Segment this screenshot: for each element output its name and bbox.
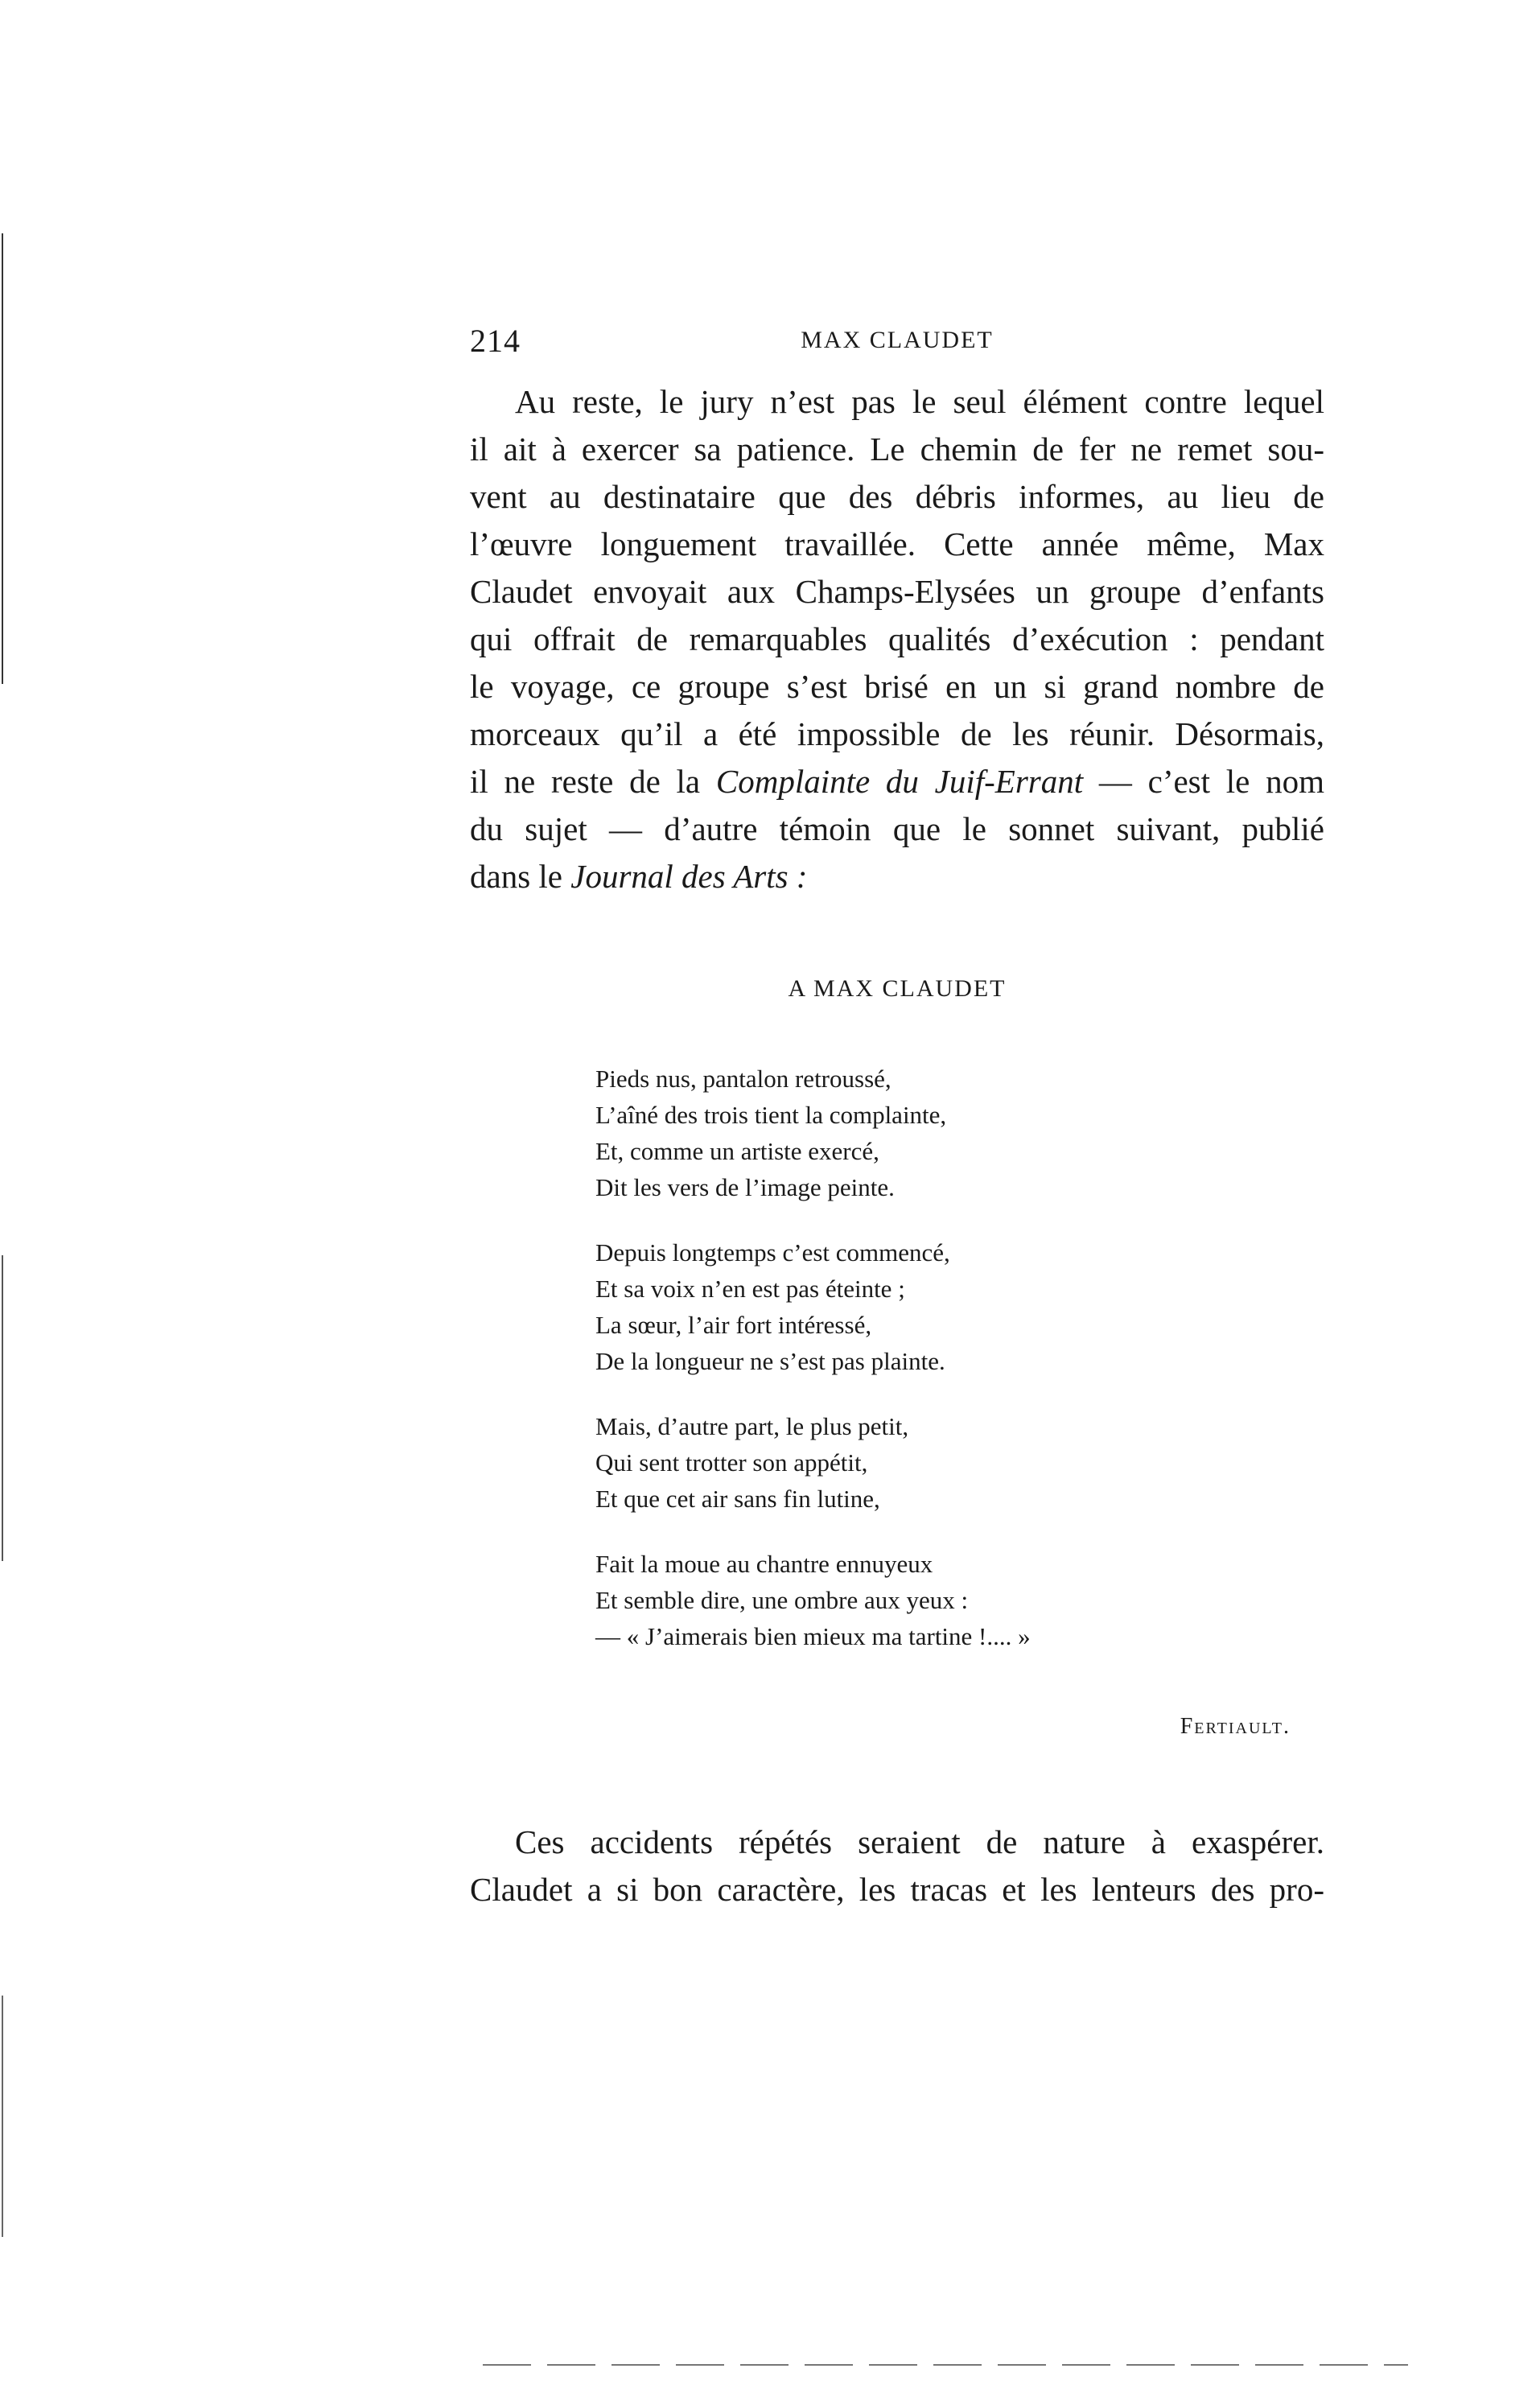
verse-line: De la longueur ne s’est pas plainte. (595, 1347, 945, 1375)
page-header (470, 322, 1324, 367)
text-line: Claudet envoyait aux Champs-Elysées un groupe d’enfants (470, 573, 1324, 610)
scan-edge-mark (2, 1996, 3, 2237)
text-line: morceaux qu’il a été impossible de les réunir. Désormais, (470, 715, 1324, 752)
verse-line: Fait la moue au chantre ennuyeux (595, 1550, 933, 1578)
text-fragment: — c’est le nom (1083, 763, 1324, 800)
verse-line: Mais, d’autre part, le plus petit, (595, 1412, 909, 1440)
verse-line: Qui sent trotter son appétit, (595, 1448, 868, 1477)
paragraph-2 (470, 1819, 1324, 1913)
poem-title: A MAX CLAUDET (788, 975, 1007, 1002)
scan-edge-mark (2, 1255, 3, 1561)
text-fragment: dans le (470, 858, 571, 895)
verse-line: L’aîné des trois tient la complainte, (595, 1101, 947, 1129)
paragraph-1 (470, 378, 1324, 900)
verse-line: Pieds nus, pantalon retroussé, (595, 1065, 891, 1093)
stanza-4 (595, 1546, 1031, 1654)
stanza-2 (595, 1234, 1031, 1379)
text-line: vent au destinataire que des débris informes, au lieu de (470, 478, 1324, 515)
stanza-1 (595, 1061, 1031, 1205)
scan-edge-mark (2, 233, 3, 684)
text-line: le voyage, ce groupe s’est brisé en un si grand nombre de (470, 668, 1324, 705)
text-line: qui offrait de remarquables qualités d’exécution : pendant (470, 620, 1324, 657)
sonnet (595, 1061, 1031, 1683)
text-line (470, 853, 1324, 900)
poem-signature: Fertiault. (1180, 1714, 1291, 1739)
text-line (470, 758, 1324, 805)
stanza-3 (595, 1408, 1031, 1517)
text-line: l’œuvre longuement travaillée. Cette année même, Max (470, 525, 1324, 562)
text-line: il ait à exercer sa patience. Le chemin de fer ne remet sou- (470, 430, 1324, 468)
verse-line: Depuis longtemps c’est commencé, (595, 1238, 950, 1267)
verse-line: Dit les vers de l’image peinte. (595, 1173, 895, 1201)
text-line: Claudet a si bon caractère, les tracas et les lenteurs des pro- (470, 1871, 1324, 1908)
verse-line: Et, comme un artiste exercé, (595, 1137, 879, 1165)
text-line: du sujet — d’autre témoin que le sonnet suivant, publié (470, 810, 1324, 847)
verse-line: La sœur, l’air fort intéressé, (595, 1311, 872, 1339)
text-line: Au reste, le jury n’est pas le seul élément contre lequel (515, 383, 1324, 420)
text-fragment: il ne reste de la (470, 763, 716, 800)
verse-line: Et que cet air sans fin lutine, (595, 1485, 880, 1513)
running-title: MAX CLAUDET (801, 327, 994, 353)
scan-bottom-mark (483, 2364, 1408, 2366)
journal-title-italic: Journal des Arts : (570, 858, 808, 895)
verse-line: Et semble dire, une ombre aux yeux : (595, 1586, 969, 1614)
page-number: 214 (470, 323, 521, 359)
verse-line: Et sa voix n’en est pas éteinte ; (595, 1275, 905, 1303)
work-title-italic: Complainte du Juif-Errant (715, 763, 1084, 800)
verse-line: — « J’aimerais bien mieux ma tartine !.... » (595, 1622, 1031, 1650)
text-line: Ces accidents répétés seraient de nature à exaspérer. (515, 1823, 1324, 1860)
